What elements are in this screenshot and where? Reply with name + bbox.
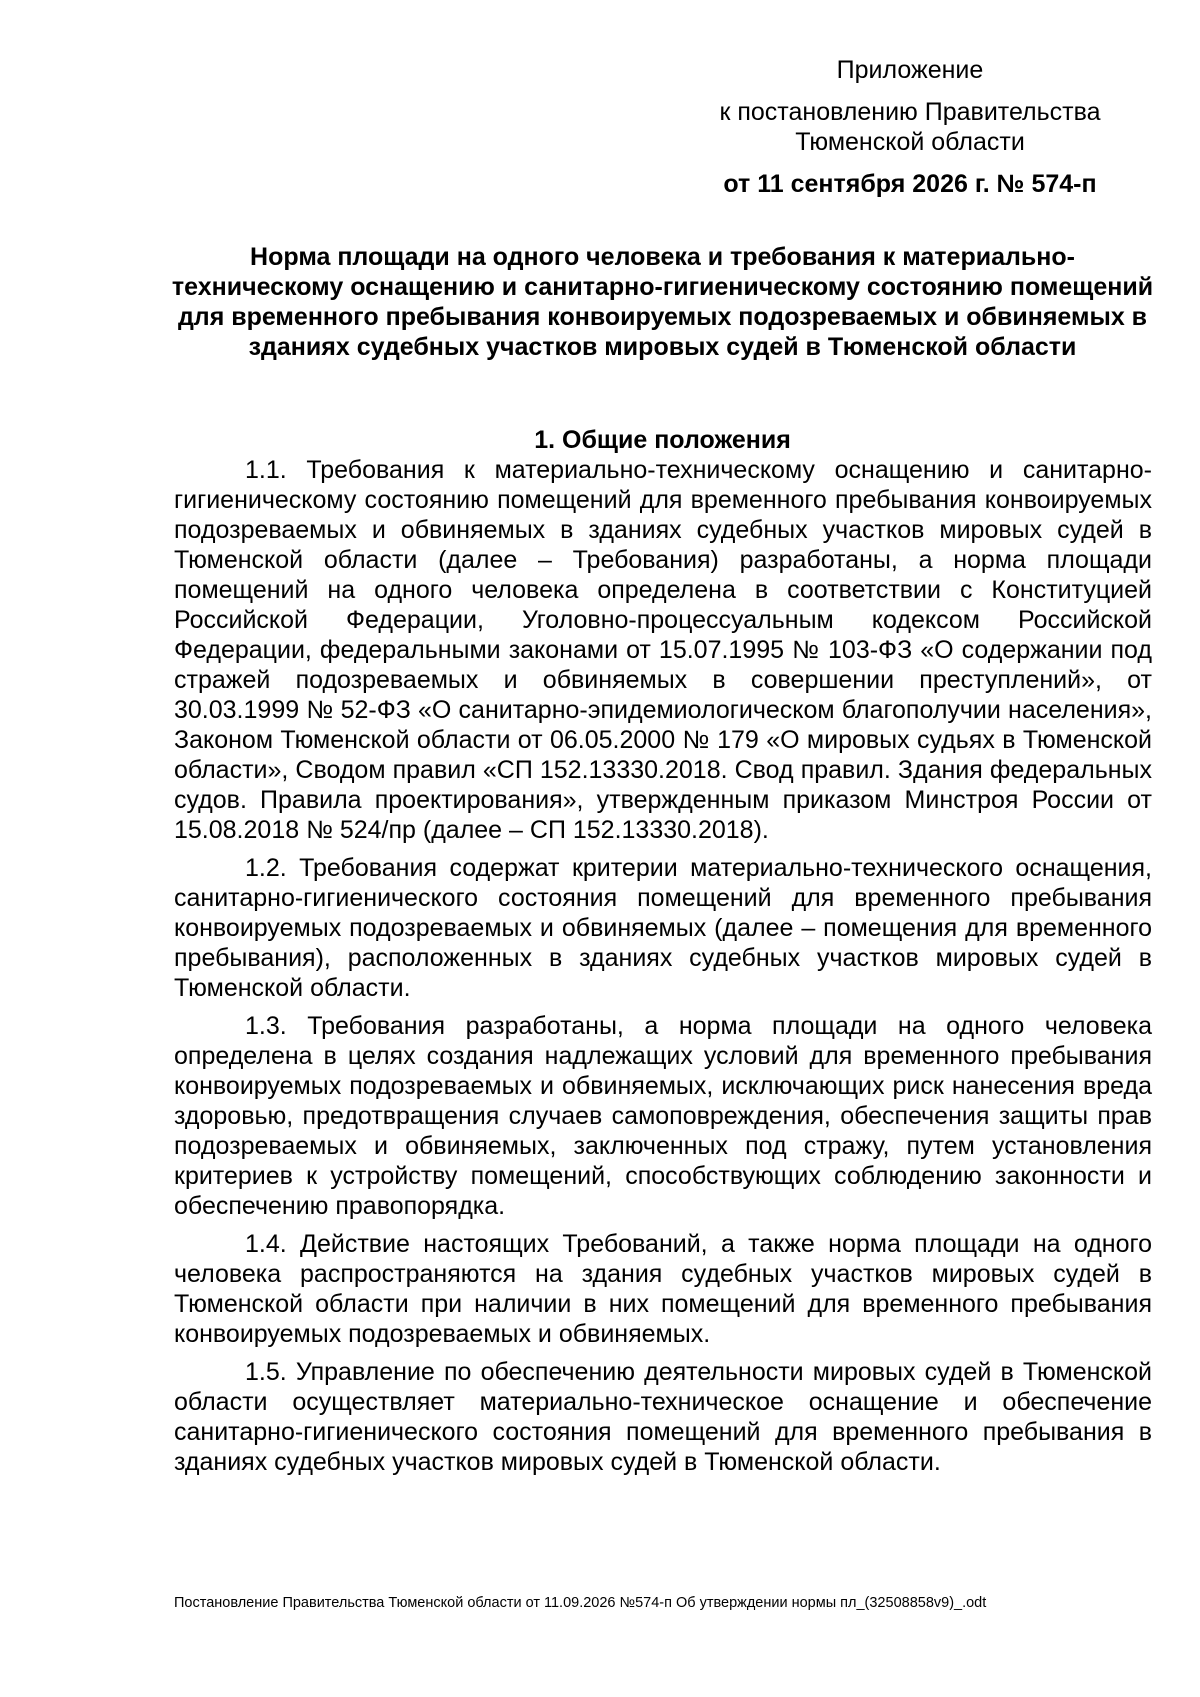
paragraph-1-1: 1.1. Требования к материально-техническому оснащению и санитарно-гигиеническому состоянию помещений для временного пребывания конвоируемых подозреваемых и обвиняемых в зданиях судебных участков мировых судей в Тюменской области (далее – Требования) разработаны, а норма площади помещений на одного человека определена в соответствии с Конституцией Российской Федерации, Уголовно-процессуальным кодексом Российской Федерации, федеральными законами от 15.07.1995 № 103-ФЗ «О содержании под стражей подозреваемых и обвиняемых в совершении преступлений», от 30.03.1999 № 52-ФЗ «О санитарно-эпидемиологическом благополучии населения», Законом Тюменской области от 06.05.2000 № 179 «О мировых судьях в Тюменской области», Сводом правил «СП 152.13330.2018. Свод правил. Здания федеральных судов. Правила проектирования», утвержденным приказом Минстроя России от 15.08.2018 № 524/пр (далее – СП 152.13330.2018). — [174, 456, 1152, 844]
paragraph-1-5: 1.5. Управление по обеспечению деятельности мировых судей в Тюменской области осуществляет материально-техническое оснащение и обеспечение санитарно-гигиенического состояния помещений для временного пребывания в зданиях судебных участков мировых судей в Тюменской области. — [174, 1358, 1152, 1476]
appendix-label: Приложение — [836, 56, 984, 84]
appendix-reference: к постановлению Правительства — [719, 98, 1101, 126]
paragraph-1-2: 1.2. Требования содержат критерии материально-технического оснащения, санитарно-гигиенического состояния помещений для временного пребывания конвоируемых подозреваемых и обвиняемых (далее – помещения для временного пребывания), расположенных в зданиях судебных участков мировых судей в Тюменской области. — [174, 854, 1152, 1002]
page-footer: Постановление Правительства Тюменской области от 11.09.2026 №574-п Об утверждении нормы пл_(32508858v9)_.odt — [174, 1595, 987, 1611]
appendix-header — [700, 55, 1120, 199]
section-heading: 1. Общие положения — [534, 426, 791, 454]
paragraph-1-3: 1.3. Требования разработаны, а норма площади на одного человека определена в целях создания надлежащих условий для временного пребывания конвоируемых подозреваемых и обвиняемых, исключающих риск нанесения вреда здоровью, предотвращения случаев самоповреждения, обеспечения защиты прав подозреваемых и обвиняемых, заключенных под стражу, путем установления критериев к устройству помещений, способствующих соблюдению законности и обеспечению правопорядка. — [174, 1012, 1152, 1220]
paragraph-1-4: 1.4. Действие настоящих Требований, а также норма площади на одного человека распространяются на здания судебных участков мировых судей в Тюменской области при наличии в них помещений для временного пребывания конвоируемых подозреваемых и обвиняемых. — [174, 1230, 1152, 1348]
document-title: Норма площади на одного человека и требования к материально-техническому оснащению и санитарно-гигиеническому состоянию помещений для временного пребывания конвоируемых подозреваемых и обвиняемых в зданиях судебных участков мировых судей в Тюменской области — [171, 243, 1154, 361]
section-body — [174, 455, 1152, 1485]
appendix-region: Тюменской области — [795, 128, 1025, 156]
appendix-date-number: от 11 сентября 2026 г. № 574-п — [723, 170, 1097, 198]
